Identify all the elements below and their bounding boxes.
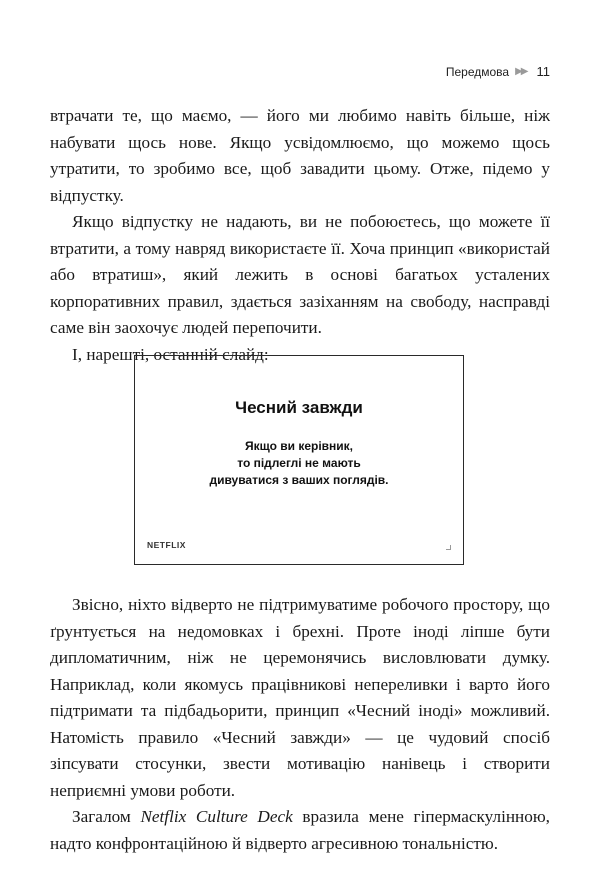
paragraph: втрачати те, що маємо, — його ми любимо навіть більше, ніж набувати щось нове. Якщо усвідомлюємо, що можемо щось утратити, то зробимо все, щоб завадити цьому. Отже, підемо у відпустку. (50, 106, 550, 205)
paragraph (50, 804, 550, 857)
netflix-slide-figure (134, 355, 464, 565)
paragraph: Якщо відпустку не надають, ви не побоюєтесь, що можете її втратити, а тому навряд використаєте її. Хоча принцип «використай або втратиш», який лежить в основі багатьох усталених корпоративних правил, здається зазіханням на свободу, насправді саме він заохочує людей перепочити. (50, 212, 550, 337)
section-title: Передмова (445, 64, 510, 79)
double-arrow-icon: ▶▶ (515, 66, 527, 77)
slide-line: дивуватися з ваших поглядів. (209, 473, 389, 487)
brand-name: Netflix Culture Deck (140, 807, 293, 826)
slide-line: Якщо ви керівник, (244, 439, 354, 453)
page-number: 11 (536, 64, 550, 79)
body-text-top (50, 103, 550, 368)
slide-corner-mark (446, 545, 451, 550)
slide-body (135, 438, 463, 489)
body-text-bottom (50, 592, 550, 857)
slide-title: Чесний завжди (235, 398, 363, 417)
slide-line: то підлеглі не мають (237, 456, 361, 470)
running-header (446, 64, 550, 79)
paragraph-rest: вразила мене гіпермаскулінною, надто конфронтаційною й відверто агресивною тональністю. (50, 807, 550, 853)
paragraph-prefix: Загалом (72, 807, 141, 826)
paragraph: І, нарешті, останній слайд: (72, 344, 269, 364)
paragraph: Звісно, ніхто відверто не підтримуватиме робочого простору, що ґрунтується на недомовках і брехні. Проте іноді ліпше бути дипломатичним, ніж не церемонячись висловлювати думку. Наприклад, коли якомусь працівникові непереливки і варто його підтримати та підбадьорити, принцип «Чесний іноді» можливий. Натомість правило «Чесний завжди» — це чудовий спосіб зіпсувати стосунки, звести мотивацію нанівець і створити неприємні умови роботи. (50, 595, 550, 800)
netflix-logo: NETFLIX (147, 540, 186, 550)
